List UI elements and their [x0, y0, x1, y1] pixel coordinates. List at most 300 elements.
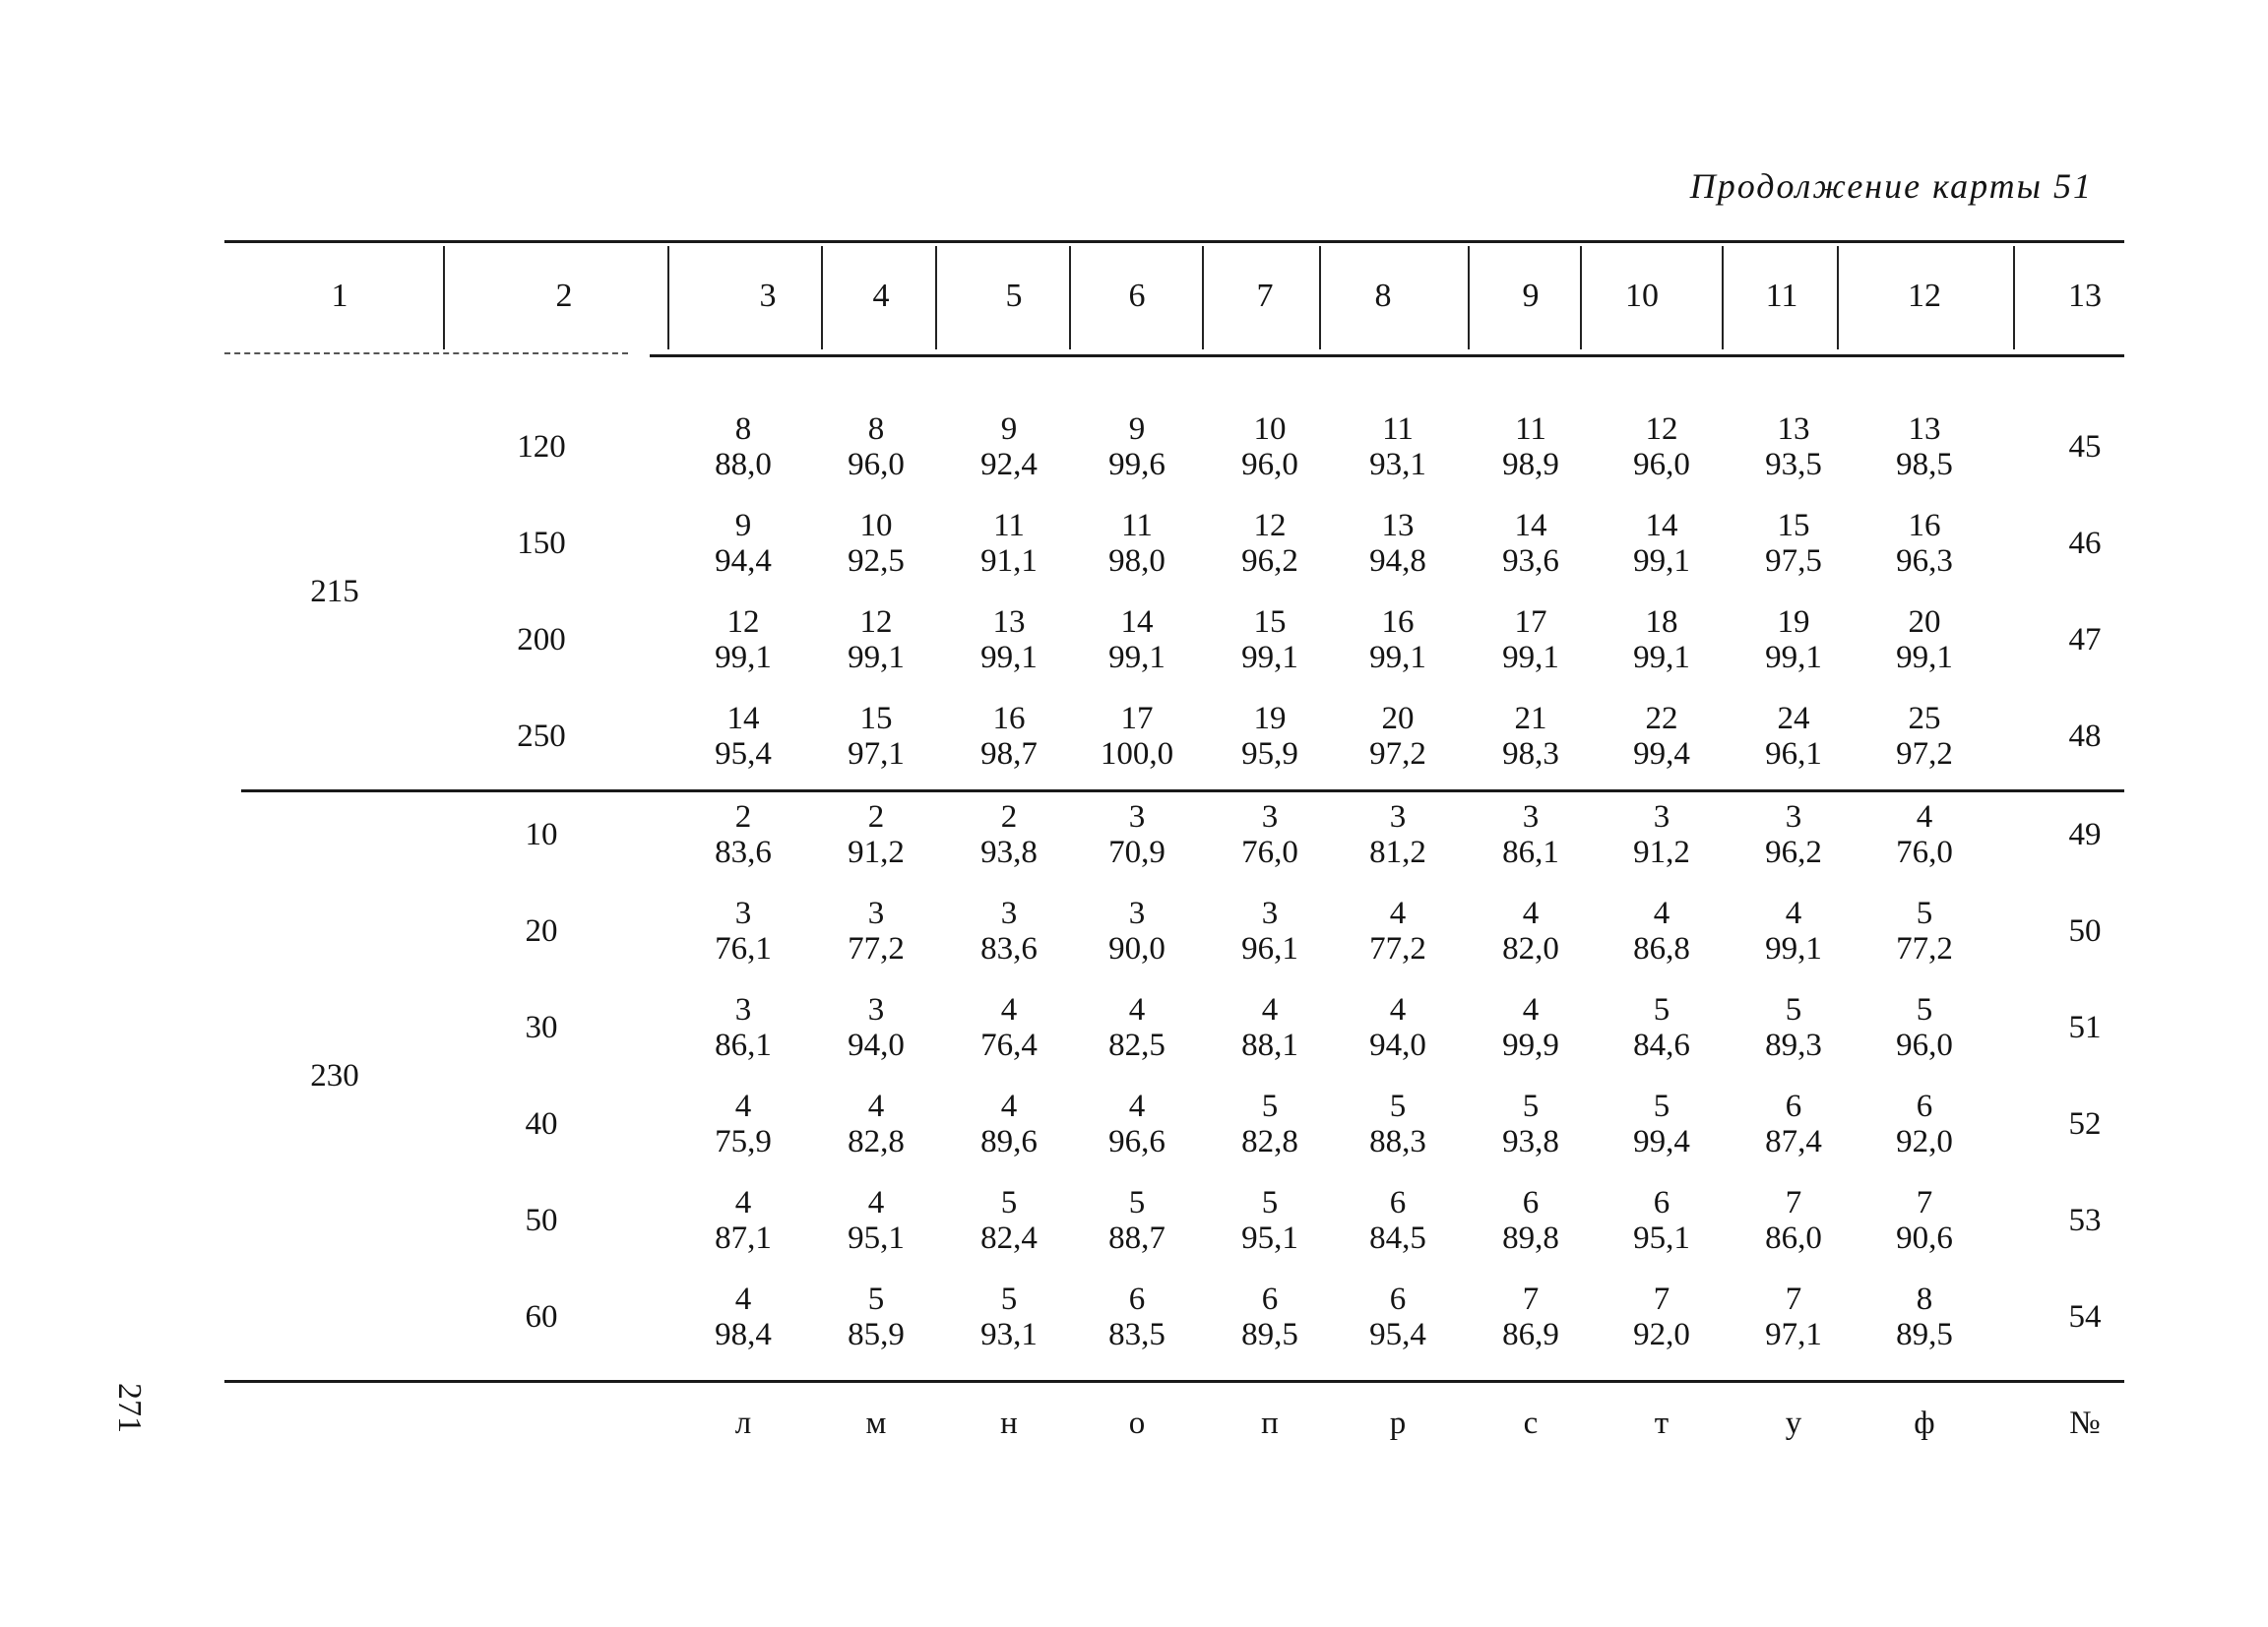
value-cell: [1603, 604, 1721, 675]
cell-count: 9: [734, 508, 752, 543]
cell-count: 3: [734, 992, 752, 1028]
cell-percent: 93,5: [1765, 447, 1822, 482]
cell-count: 17: [1514, 604, 1547, 640]
cell-percent: 92,4: [980, 447, 1038, 482]
header-cell-4: 4: [872, 278, 890, 314]
cell-count: 11: [1382, 411, 1414, 447]
header-cell-2: 2: [555, 278, 573, 314]
value-cell: [1734, 411, 1853, 482]
cell-percent: 86,9: [1502, 1317, 1559, 1352]
cell-count: 7: [1785, 1185, 1802, 1220]
cell-percent: 87,1: [715, 1220, 772, 1256]
value-cell: [1865, 799, 1984, 870]
cell-count: 4: [1522, 896, 1540, 931]
value-cell: [1339, 1282, 1457, 1352]
header-separator: [443, 246, 445, 349]
cell-count: 20: [1381, 701, 1415, 736]
cell-percent: 86,0: [1765, 1220, 1822, 1256]
cell-count: 13: [1777, 411, 1810, 447]
cell-count: 4: [1653, 896, 1670, 931]
value-cell: [684, 992, 802, 1063]
cell-percent: 99,4: [1633, 1124, 1690, 1159]
cell-percent: 94,4: [715, 543, 772, 579]
cell-count: 4: [1000, 992, 1018, 1028]
cell-percent: 82,5: [1108, 1028, 1166, 1063]
value-cell: [1339, 1089, 1457, 1159]
footer-letter: ф: [1914, 1406, 1935, 1441]
cell-percent: 97,1: [1765, 1317, 1822, 1352]
cell-count: 5: [867, 1282, 885, 1317]
cell-count: 12: [1645, 411, 1678, 447]
value-cell: [1472, 701, 1590, 772]
cell-count: 4: [1389, 992, 1407, 1028]
value-cell: [950, 992, 1068, 1063]
cell-percent: 91,2: [1633, 835, 1690, 870]
row-number: 53: [2068, 1203, 2102, 1238]
value-cell: [1865, 604, 1984, 675]
cell-percent: 93,8: [1502, 1124, 1559, 1159]
cell-count: 4: [1261, 992, 1279, 1028]
cell-percent: 88,3: [1369, 1124, 1426, 1159]
cell-count: 4: [1000, 1089, 1018, 1124]
cell-percent: 76,0: [1241, 835, 1298, 870]
value-cell: [1078, 604, 1196, 675]
value-cell: [1211, 1089, 1329, 1159]
footer-letter: с: [1523, 1406, 1539, 1441]
cell-percent: 89,5: [1241, 1317, 1298, 1352]
row-param: 20: [525, 913, 558, 949]
value-cell: [1734, 799, 1853, 870]
header-cell-10: 10: [1625, 278, 1659, 314]
cell-percent: 90,6: [1896, 1220, 1953, 1256]
cell-percent: 99,1: [1765, 640, 1822, 675]
cell-percent: 96,0: [1633, 447, 1690, 482]
cell-count: 3: [1261, 896, 1279, 931]
cell-percent: 91,1: [980, 543, 1038, 579]
group-label: 230: [310, 1058, 359, 1094]
cell-count: 14: [1120, 604, 1154, 640]
value-cell: [1339, 1185, 1457, 1256]
cell-percent: 95,1: [1241, 1220, 1298, 1256]
row-number: 49: [2068, 817, 2102, 852]
row-param: 40: [525, 1106, 558, 1142]
cell-percent: 93,6: [1502, 543, 1559, 579]
row-number: 45: [2068, 429, 2102, 465]
header-separator: [1837, 246, 1839, 349]
cell-percent: 77,2: [848, 931, 905, 967]
cell-percent: 87,4: [1765, 1124, 1822, 1159]
row-param: 150: [517, 526, 566, 561]
value-cell: [950, 604, 1068, 675]
footer-letter: р: [1389, 1406, 1407, 1441]
row-number: 52: [2068, 1106, 2102, 1142]
footer-letter: н: [1000, 1406, 1018, 1441]
value-cell: [817, 1089, 935, 1159]
cell-count: 15: [1253, 604, 1287, 640]
value-cell: [950, 1282, 1068, 1352]
header-separator: [1202, 246, 1204, 349]
value-cell: [1339, 896, 1457, 967]
cell-count: 9: [1128, 411, 1146, 447]
cell-count: 14: [726, 701, 760, 736]
cell-count: 6: [1653, 1185, 1670, 1220]
cell-count: 5: [1261, 1089, 1279, 1124]
cell-count: 19: [1253, 701, 1287, 736]
value-cell: [950, 411, 1068, 482]
value-cell: [1211, 701, 1329, 772]
value-cell: [1734, 1282, 1853, 1352]
cell-count: 2: [867, 799, 885, 835]
value-cell: [684, 1282, 802, 1352]
cell-count: 3: [734, 896, 752, 931]
value-cell: [1339, 411, 1457, 482]
header-bottom-rule: [650, 354, 2124, 357]
cell-percent: 98,3: [1502, 736, 1559, 772]
header-separator: [667, 246, 669, 349]
value-cell: [1603, 896, 1721, 967]
cell-percent: 84,6: [1633, 1028, 1690, 1063]
cell-count: 6: [1389, 1185, 1407, 1220]
cell-count: 11: [1515, 411, 1546, 447]
cell-count: 4: [1389, 896, 1407, 931]
cell-percent: 88,1: [1241, 1028, 1298, 1063]
value-cell: [1865, 508, 1984, 579]
header-separator: [935, 246, 937, 349]
cell-percent: 100,0: [1100, 736, 1174, 772]
row-param: 60: [525, 1299, 558, 1335]
cell-count: 24: [1777, 701, 1810, 736]
value-cell: [1339, 701, 1457, 772]
cell-percent: 99,1: [980, 640, 1038, 675]
cell-count: 3: [1389, 799, 1407, 835]
value-cell: [1472, 1185, 1590, 1256]
cell-percent: 95,1: [1633, 1220, 1690, 1256]
value-cell: [817, 992, 935, 1063]
cell-count: 3: [1000, 896, 1018, 931]
group-label: 215: [310, 574, 359, 609]
cell-count: 8: [867, 411, 885, 447]
cell-percent: 90,0: [1108, 931, 1166, 967]
value-cell: [1734, 896, 1853, 967]
value-cell: [1734, 701, 1853, 772]
cell-percent: 97,5: [1765, 543, 1822, 579]
cell-percent: 98,7: [980, 736, 1038, 772]
cell-count: 9: [1000, 411, 1018, 447]
cell-count: 14: [1645, 508, 1678, 543]
cell-count: 3: [1522, 799, 1540, 835]
cell-percent: 98,5: [1896, 447, 1953, 482]
value-cell: [1865, 1185, 1984, 1256]
value-cell: [1078, 1282, 1196, 1352]
value-cell: [1078, 799, 1196, 870]
cell-percent: 99,1: [715, 640, 772, 675]
cell-percent: 91,2: [848, 835, 905, 870]
cell-percent: 83,6: [980, 931, 1038, 967]
cell-percent: 97,1: [848, 736, 905, 772]
cell-percent: 95,9: [1241, 736, 1298, 772]
group-separator-rule: [241, 789, 2124, 792]
header-separator: [2013, 246, 2015, 349]
footer-letter: №: [2069, 1406, 2101, 1441]
row-number: 54: [2068, 1299, 2102, 1335]
row-param: 30: [525, 1010, 558, 1045]
cell-count: 15: [1777, 508, 1810, 543]
cell-percent: 88,7: [1108, 1220, 1166, 1256]
cell-percent: 98,9: [1502, 447, 1559, 482]
cell-count: 6: [1522, 1185, 1540, 1220]
value-cell: [1734, 1089, 1853, 1159]
cell-count: 11: [1121, 508, 1153, 543]
value-cell: [1211, 508, 1329, 579]
value-cell: [1865, 701, 1984, 772]
cell-count: 3: [1261, 799, 1279, 835]
cell-count: 3: [1128, 896, 1146, 931]
cell-count: 7: [1653, 1282, 1670, 1317]
value-cell: [1339, 508, 1457, 579]
value-cell: [1472, 896, 1590, 967]
cell-percent: 99,1: [1633, 543, 1690, 579]
value-cell: [1472, 799, 1590, 870]
value-cell: [684, 508, 802, 579]
value-cell: [1603, 508, 1721, 579]
value-cell: [684, 896, 802, 967]
cell-percent: 85,9: [848, 1317, 905, 1352]
value-cell: [1211, 799, 1329, 870]
cell-count: 4: [734, 1282, 752, 1317]
cell-percent: 89,3: [1765, 1028, 1822, 1063]
value-cell: [1734, 508, 1853, 579]
cell-percent: 99,1: [1765, 931, 1822, 967]
footer-letter: у: [1785, 1406, 1802, 1441]
cell-count: 4: [1128, 1089, 1146, 1124]
cell-count: 6: [1261, 1282, 1279, 1317]
value-cell: [1078, 992, 1196, 1063]
cell-count: 12: [859, 604, 893, 640]
cell-count: 13: [992, 604, 1026, 640]
footer-letter: т: [1654, 1406, 1670, 1441]
cell-count: 5: [1389, 1089, 1407, 1124]
row-param: 200: [517, 622, 566, 657]
cell-count: 5: [1916, 992, 1933, 1028]
value-cell: [1339, 799, 1457, 870]
cell-count: 7: [1785, 1282, 1802, 1317]
header-cell-5: 5: [1005, 278, 1023, 314]
cell-count: 25: [1908, 701, 1941, 736]
cell-percent: 92,0: [1633, 1317, 1690, 1352]
value-cell: [817, 896, 935, 967]
cell-percent: 89,8: [1502, 1220, 1559, 1256]
cell-count: 5: [1916, 896, 1933, 931]
header-cell-12: 12: [1908, 278, 1941, 314]
value-cell: [684, 411, 802, 482]
cell-percent: 76,0: [1896, 835, 1953, 870]
cell-percent: 99,1: [848, 640, 905, 675]
value-cell: [1734, 992, 1853, 1063]
cell-percent: 82,8: [1241, 1124, 1298, 1159]
row-param: 250: [517, 719, 566, 754]
value-cell: [1339, 604, 1457, 675]
value-cell: [1078, 701, 1196, 772]
table-bottom-rule: [224, 1380, 2124, 1383]
cell-count: 11: [993, 508, 1025, 543]
cell-percent: 89,5: [1896, 1317, 1953, 1352]
header-cell-8: 8: [1374, 278, 1392, 314]
cell-count: 4: [1128, 992, 1146, 1028]
cell-count: 12: [726, 604, 760, 640]
value-cell: [1603, 1185, 1721, 1256]
cell-percent: 96,0: [848, 447, 905, 482]
cell-percent: 95,4: [1369, 1317, 1426, 1352]
footer-letter: м: [865, 1406, 887, 1441]
header-bottom-dashed: [224, 352, 628, 354]
row-number: 50: [2068, 913, 2102, 949]
cell-percent: 96,0: [1896, 1028, 1953, 1063]
value-cell: [1211, 1282, 1329, 1352]
value-cell: [950, 1185, 1068, 1256]
cell-count: 5: [1000, 1282, 1018, 1317]
cell-percent: 99,1: [1241, 640, 1298, 675]
value-cell: [1734, 1185, 1853, 1256]
value-cell: [1603, 1282, 1721, 1352]
value-cell: [950, 799, 1068, 870]
cell-percent: 96,6: [1108, 1124, 1166, 1159]
value-cell: [1211, 992, 1329, 1063]
cell-percent: 83,6: [715, 835, 772, 870]
value-cell: [1211, 896, 1329, 967]
cell-percent: 95,1: [848, 1220, 905, 1256]
cell-count: 16: [1908, 508, 1941, 543]
header-cell-3: 3: [759, 278, 777, 314]
cell-count: 6: [1785, 1089, 1802, 1124]
cell-count: 4: [1522, 992, 1540, 1028]
table-caption: Продолжение карты 51: [1689, 166, 2093, 206]
cell-count: 6: [1389, 1282, 1407, 1317]
cell-count: 4: [734, 1185, 752, 1220]
cell-count: 10: [1253, 411, 1287, 447]
cell-count: 12: [1253, 508, 1287, 543]
page-number: 271: [111, 1383, 148, 1433]
cell-percent: 92,0: [1896, 1124, 1953, 1159]
cell-percent: 84,5: [1369, 1220, 1426, 1256]
value-cell: [1472, 992, 1590, 1063]
value-cell: [1472, 1089, 1590, 1159]
value-cell: [1865, 1282, 1984, 1352]
value-cell: [684, 1089, 802, 1159]
value-cell: [1472, 411, 1590, 482]
cell-percent: 77,2: [1896, 931, 1953, 967]
value-cell: [950, 701, 1068, 772]
cell-percent: 81,2: [1369, 835, 1426, 870]
cell-percent: 96,1: [1765, 736, 1822, 772]
value-cell: [817, 1185, 935, 1256]
cell-percent: 82,0: [1502, 931, 1559, 967]
cell-count: 8: [734, 411, 752, 447]
cell-count: 18: [1645, 604, 1678, 640]
value-cell: [817, 411, 935, 482]
value-cell: [1472, 604, 1590, 675]
cell-percent: 82,8: [848, 1124, 905, 1159]
cell-count: 3: [867, 896, 885, 931]
cell-count: 5: [1653, 1089, 1670, 1124]
cell-percent: 88,0: [715, 447, 772, 482]
header-cell-7: 7: [1256, 278, 1274, 314]
cell-count: 5: [1522, 1089, 1540, 1124]
value-cell: [1211, 411, 1329, 482]
cell-percent: 82,4: [980, 1220, 1038, 1256]
value-cell: [684, 1185, 802, 1256]
cell-percent: 83,5: [1108, 1317, 1166, 1352]
value-cell: [1078, 508, 1196, 579]
cell-count: 2: [734, 799, 752, 835]
cell-count: 5: [1653, 992, 1670, 1028]
cell-count: 20: [1908, 604, 1941, 640]
cell-percent: 75,9: [715, 1124, 772, 1159]
row-number: 51: [2068, 1010, 2102, 1045]
footer-letter: п: [1261, 1406, 1279, 1441]
cell-percent: 77,2: [1369, 931, 1426, 967]
cell-count: 17: [1120, 701, 1154, 736]
cell-percent: 97,2: [1369, 736, 1426, 772]
cell-percent: 99,4: [1633, 736, 1690, 772]
value-cell: [1603, 992, 1721, 1063]
cell-count: 4: [1785, 896, 1802, 931]
value-cell: [1603, 411, 1721, 482]
value-cell: [1211, 1185, 1329, 1256]
cell-percent: 99,1: [1369, 640, 1426, 675]
cell-percent: 96,2: [1241, 543, 1298, 579]
footer-letter: л: [734, 1406, 752, 1441]
cell-percent: 96,1: [1241, 931, 1298, 967]
value-cell: [1078, 1185, 1196, 1256]
value-cell: [817, 701, 935, 772]
footer-letter: о: [1128, 1406, 1146, 1441]
cell-percent: 97,2: [1896, 736, 1953, 772]
cell-percent: 94,8: [1369, 543, 1426, 579]
cell-count: 13: [1381, 508, 1415, 543]
value-cell: [817, 799, 935, 870]
cell-count: 3: [1785, 799, 1802, 835]
header-separator: [1722, 246, 1724, 349]
cell-percent: 96,0: [1241, 447, 1298, 482]
header-separator: [1468, 246, 1470, 349]
cell-count: 22: [1645, 701, 1678, 736]
cell-percent: 93,1: [1369, 447, 1426, 482]
value-cell: [1865, 411, 1984, 482]
cell-count: 3: [867, 992, 885, 1028]
cell-count: 15: [859, 701, 893, 736]
value-cell: [817, 1282, 935, 1352]
cell-percent: 99,1: [1633, 640, 1690, 675]
cell-percent: 99,9: [1502, 1028, 1559, 1063]
cell-count: 8: [1916, 1282, 1933, 1317]
cell-count: 7: [1916, 1185, 1933, 1220]
header-separator: [1069, 246, 1071, 349]
cell-percent: 98,0: [1108, 543, 1166, 579]
cell-percent: 94,0: [1369, 1028, 1426, 1063]
value-cell: [1865, 992, 1984, 1063]
cell-count: 4: [734, 1089, 752, 1124]
cell-count: 5: [1261, 1185, 1279, 1220]
value-cell: [1865, 1089, 1984, 1159]
cell-count: 3: [1653, 799, 1670, 835]
value-cell: [950, 1089, 1068, 1159]
cell-count: 5: [1785, 992, 1802, 1028]
header-separator: [1319, 246, 1321, 349]
value-cell: [1472, 1282, 1590, 1352]
cell-count: 4: [867, 1185, 885, 1220]
cell-percent: 86,8: [1633, 931, 1690, 967]
cell-count: 14: [1514, 508, 1547, 543]
